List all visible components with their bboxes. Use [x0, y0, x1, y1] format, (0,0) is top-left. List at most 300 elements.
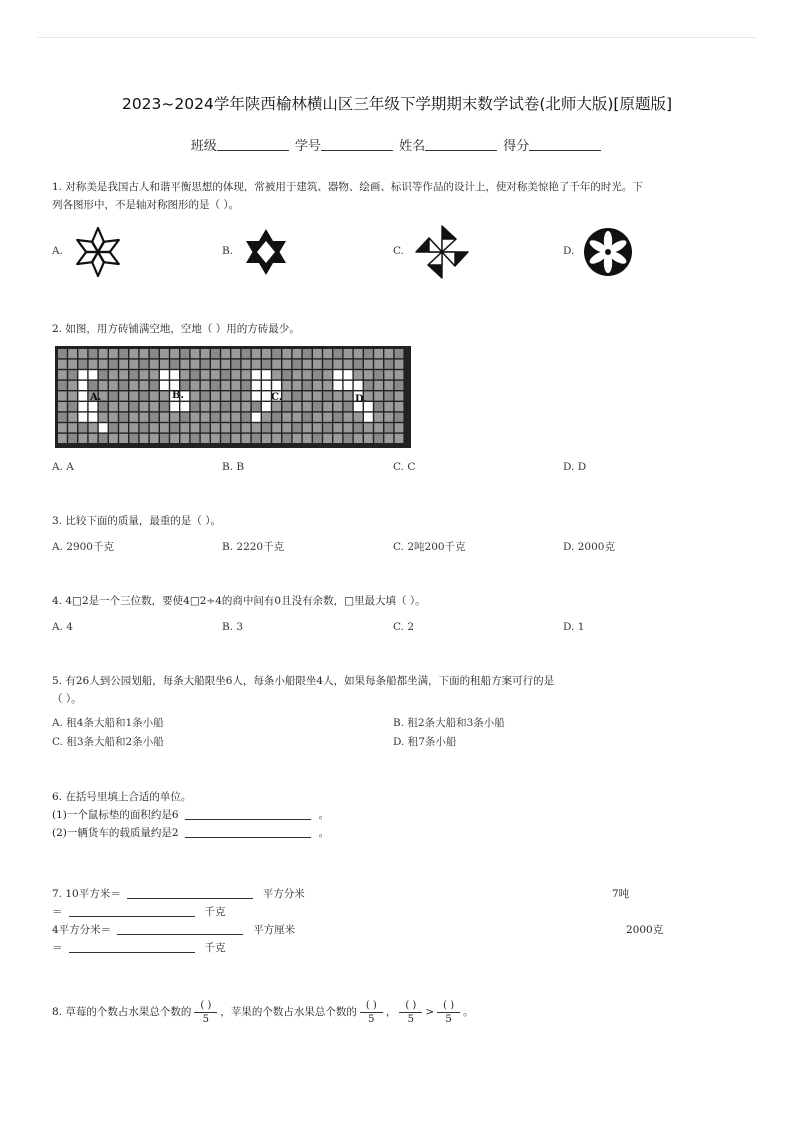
floor-tile	[109, 391, 118, 400]
q5-option-b[interactable]: B. 租2条大船和3条小船	[393, 717, 505, 729]
floor-tile	[293, 413, 302, 422]
floor-tile	[221, 349, 230, 358]
floor-tile	[252, 349, 261, 358]
floor-tile	[58, 360, 67, 369]
floor-tile	[160, 423, 169, 432]
star-of-david-icon	[240, 226, 292, 278]
blank-tile	[78, 381, 87, 390]
blank-tile	[252, 413, 261, 422]
floor-tile	[313, 370, 322, 379]
floor-tile	[323, 360, 332, 369]
blank-tile	[89, 413, 98, 422]
floor-tile	[78, 423, 87, 432]
floor-tile	[140, 391, 149, 400]
question-6-part-1	[52, 806, 329, 824]
floor-tile	[303, 434, 312, 443]
floor-tile	[354, 434, 363, 443]
floor-tile	[140, 370, 149, 379]
floor-tile	[374, 391, 383, 400]
floor-tile	[119, 413, 128, 422]
floor-tile	[272, 360, 281, 369]
floor-tile	[303, 381, 312, 390]
floor-tile	[344, 391, 353, 400]
floor-tile	[211, 381, 220, 390]
floor-tile	[272, 402, 281, 411]
floor-tile	[313, 381, 322, 390]
q8-comma: ，	[385, 1006, 397, 1018]
floor-tile	[293, 391, 302, 400]
floor-tile	[395, 370, 404, 379]
q7-part-c-text: 4平方分米＝	[52, 924, 112, 936]
q5-option-c[interactable]: C. 租3条大船和2条小船	[52, 736, 164, 748]
floor-tile	[354, 413, 363, 422]
floor-tile	[211, 349, 220, 358]
floor-tile	[119, 423, 128, 432]
floor-tile	[242, 370, 251, 379]
floor-tile	[293, 381, 302, 390]
tile-grid-figure	[55, 346, 411, 448]
q8-fraction-1[interactable]: $\frac{( )}{5}$	[194, 999, 217, 1026]
q3-option-a[interactable]: A. 2900千克	[52, 541, 114, 553]
floor-tile	[313, 349, 322, 358]
floor-tile	[180, 381, 189, 390]
floor-tile	[201, 434, 210, 443]
floor-tile	[68, 381, 77, 390]
floor-tile	[323, 391, 332, 400]
question-7-part-a	[52, 885, 305, 903]
floor-tile	[242, 349, 251, 358]
floor-tile	[293, 370, 302, 379]
floor-tile	[150, 349, 159, 358]
floor-tile	[374, 423, 383, 432]
number-field[interactable]	[321, 138, 393, 151]
floor-tile	[140, 381, 149, 390]
floor-tile	[231, 423, 240, 432]
floor-tile	[191, 402, 200, 411]
floor-tile	[354, 423, 363, 432]
name-label: 姓名	[399, 139, 426, 154]
floor-tile	[170, 423, 179, 432]
floor-tile	[313, 391, 322, 400]
floor-tile	[58, 349, 67, 358]
floor-tile	[119, 370, 128, 379]
floor-tile	[242, 423, 251, 432]
q2-option-d[interactable]: D. D	[563, 461, 587, 473]
blank-tile	[78, 402, 87, 411]
q2-option-b[interactable]: B. B	[222, 461, 245, 473]
name-field[interactable]	[425, 138, 497, 151]
question-5-line-2: （ ）。	[52, 693, 82, 705]
floor-tile	[395, 423, 404, 432]
floor-tile	[344, 360, 353, 369]
floor-tile	[384, 381, 393, 390]
floor-tile	[262, 349, 271, 358]
floor-tile	[211, 360, 220, 369]
question-1-line-1: 1. 对称美是我国古人和谐平衡思想的体现，常被用于建筑、器物、绘画、标识等作品的设计上，使对称美惊艳了千年的时光。下	[52, 181, 643, 193]
floor-tile	[99, 370, 108, 379]
q7-part-a-blank[interactable]	[127, 887, 253, 899]
floor-tile	[323, 402, 332, 411]
floor-tile	[58, 370, 67, 379]
blank-tile	[354, 381, 363, 390]
floor-tile	[303, 349, 312, 358]
floor-tile	[395, 434, 404, 443]
floor-tile	[384, 402, 393, 411]
blank-tile	[170, 402, 179, 411]
floor-tile	[252, 434, 261, 443]
floor-tile	[68, 434, 77, 443]
floor-tile	[68, 413, 77, 422]
floor-tile	[262, 413, 271, 422]
floor-tile	[364, 349, 373, 358]
question-1	[52, 178, 643, 214]
snowflake-icon	[72, 226, 124, 278]
header-divider	[38, 37, 756, 38]
floor-tile	[231, 434, 240, 443]
q1-option-d-label[interactable]: D.	[563, 245, 575, 257]
blank-tile	[252, 391, 261, 400]
page-title: 2023~2024学年陕西榆林横山区三年级下学期期末数学试卷(北师大版)[原题版]	[121, 95, 673, 113]
floor-tile	[293, 423, 302, 432]
blank-tile	[364, 413, 373, 422]
grid-label-c: C.	[271, 392, 283, 403]
q3-option-c[interactable]: C. 2吨200千克	[393, 541, 466, 553]
blank-tile	[170, 381, 179, 390]
q6-part-2-text: (2)一辆货车的载质量约是2	[52, 827, 179, 839]
floor-tile	[78, 349, 87, 358]
q4-option-d[interactable]: D. 1	[563, 621, 585, 633]
floor-tile	[231, 370, 240, 379]
floor-tile	[221, 434, 230, 443]
floor-tile	[129, 370, 138, 379]
floor-tile	[201, 413, 210, 422]
q4-option-a[interactable]: A. 4	[52, 621, 73, 633]
q7-part-b-unit: 千克	[204, 906, 226, 918]
grid-label-b: B.	[172, 390, 184, 401]
floor-tile	[129, 349, 138, 358]
floor-tile	[323, 349, 332, 358]
q8-end: 。	[463, 1006, 474, 1018]
floor-tile	[374, 381, 383, 390]
floor-tile	[221, 381, 230, 390]
floor-tile	[150, 370, 159, 379]
floor-tile	[68, 370, 77, 379]
floor-tile	[68, 402, 77, 411]
floor-tile	[395, 413, 404, 422]
q3-option-d[interactable]: D. 2000克	[563, 541, 615, 553]
floor-tile	[313, 413, 322, 422]
floor-tile	[354, 370, 363, 379]
number-label: 学号	[294, 139, 321, 154]
floor-tile	[160, 360, 169, 369]
floor-tile	[201, 360, 210, 369]
q8-text-1: 8. 草莓的个数占水果总个数的	[52, 1006, 192, 1018]
floor-tile	[109, 370, 118, 379]
floor-tile	[262, 360, 271, 369]
floor-tile	[282, 413, 291, 422]
floor-tile	[191, 349, 200, 358]
question-7-part-c	[52, 921, 295, 939]
floor-tile	[231, 360, 240, 369]
floor-tile	[78, 434, 87, 443]
floor-tile	[221, 370, 230, 379]
floor-tile	[333, 423, 342, 432]
floor-tile	[191, 381, 200, 390]
floor-tile	[323, 370, 332, 379]
q5-option-a[interactable]: A. 租4条大船和1条小船	[52, 717, 164, 729]
floor-tile	[150, 402, 159, 411]
question-7-part-b	[52, 903, 226, 921]
floor-tile	[160, 402, 169, 411]
score-field[interactable]	[529, 138, 601, 151]
floor-tile	[303, 402, 312, 411]
q7-part-b-blank[interactable]	[69, 905, 195, 917]
floor-tile	[231, 381, 240, 390]
floor-tile	[231, 391, 240, 400]
floor-tile	[242, 402, 251, 411]
floor-tile	[160, 391, 169, 400]
blank-tile	[78, 413, 87, 422]
floor-tile	[180, 349, 189, 358]
flower-icon	[582, 226, 634, 278]
floor-tile	[58, 423, 67, 432]
floor-tile	[99, 360, 108, 369]
floor-tile	[262, 423, 271, 432]
floor-tile	[150, 413, 159, 422]
blank-tile	[252, 381, 261, 390]
floor-tile	[170, 413, 179, 422]
floor-tile	[272, 413, 281, 422]
q7-part-a-unit: 平方分米	[262, 888, 305, 900]
floor-tile	[221, 391, 230, 400]
floor-tile	[282, 434, 291, 443]
floor-tile	[333, 434, 342, 443]
grid-label-a: A.	[90, 392, 102, 403]
floor-tile	[384, 349, 393, 358]
floor-tile	[323, 434, 332, 443]
floor-tile	[374, 360, 383, 369]
floor-tile	[160, 413, 169, 422]
q7-part-d-text: ＝	[52, 942, 63, 954]
floor-tile	[374, 349, 383, 358]
q6-part-1-blank[interactable]	[185, 808, 311, 820]
grid-label-d: D.	[355, 394, 367, 405]
q4-option-c[interactable]: C. 2	[393, 621, 415, 633]
floor-tile	[211, 402, 220, 411]
floor-tile	[344, 434, 353, 443]
floor-tile	[242, 413, 251, 422]
floor-tile	[160, 434, 169, 443]
floor-tile	[231, 349, 240, 358]
floor-tile	[68, 423, 77, 432]
floor-tile	[119, 391, 128, 400]
floor-tile	[150, 381, 159, 390]
floor-tile	[201, 370, 210, 379]
floor-tile	[293, 434, 302, 443]
floor-tile	[242, 391, 251, 400]
floor-tile	[119, 349, 128, 358]
floor-tile	[282, 349, 291, 358]
blank-tile	[78, 370, 87, 379]
class-label: 班级	[190, 139, 217, 154]
floor-tile	[201, 402, 210, 411]
q2-option-a[interactable]: A. A	[52, 461, 74, 473]
floor-tile	[211, 423, 220, 432]
floor-tile	[201, 349, 210, 358]
floor-tile	[129, 391, 138, 400]
floor-tile	[99, 381, 108, 390]
floor-tile	[191, 360, 200, 369]
floor-tile	[333, 391, 342, 400]
floor-tile	[333, 349, 342, 358]
blank-tile	[160, 381, 169, 390]
q7-part-d-unit: 千克	[204, 942, 226, 954]
q5-option-d[interactable]: D. 租7条小船	[393, 736, 457, 748]
floor-tile	[68, 391, 77, 400]
floor-tile	[109, 413, 118, 422]
floor-tile	[344, 402, 353, 411]
q6-part-2-blank[interactable]	[185, 826, 311, 838]
floor-tile	[395, 402, 404, 411]
floor-tile	[140, 360, 149, 369]
blank-tile	[262, 381, 271, 390]
floor-tile	[140, 413, 149, 422]
floor-tile	[221, 413, 230, 422]
question-1-line-2: 列各图形中，不是轴对称图形的是（ ）。	[52, 199, 240, 211]
floor-tile	[282, 423, 291, 432]
blank-tile	[180, 402, 189, 411]
floor-tile	[68, 349, 77, 358]
floor-tile	[282, 370, 291, 379]
floor-tile	[364, 381, 373, 390]
floor-tile	[99, 349, 108, 358]
q7-part-b-value: 7吨	[612, 888, 630, 900]
floor-tile	[119, 434, 128, 443]
blank-tile	[252, 370, 261, 379]
q2-option-c[interactable]: C. C	[393, 461, 416, 473]
student-info-line	[0, 135, 794, 154]
floor-tile	[344, 413, 353, 422]
floor-tile	[191, 391, 200, 400]
floor-tile	[211, 413, 220, 422]
floor-tile	[89, 381, 98, 390]
floor-tile	[293, 402, 302, 411]
q6-part-2-end: 。	[318, 827, 330, 839]
blank-tile	[344, 370, 353, 379]
blank-tile	[170, 370, 179, 379]
floor-tile	[201, 381, 210, 390]
floor-tile	[78, 360, 87, 369]
floor-tile	[303, 413, 312, 422]
floor-tile	[395, 381, 404, 390]
q8-fraction-4[interactable]: $\frac{( )}{5}$	[437, 999, 460, 1026]
floor-tile	[282, 402, 291, 411]
floor-tile	[201, 423, 210, 432]
question-3: 3. 比较下面的质量，最重的是（ ）。	[52, 515, 221, 527]
floor-tile	[384, 391, 393, 400]
floor-tile	[374, 402, 383, 411]
floor-tile	[140, 349, 149, 358]
floor-tile	[140, 434, 149, 443]
question-6-line-1: 6. 在括号里填上合适的单位。	[52, 791, 192, 803]
floor-tile	[374, 370, 383, 379]
floor-tile	[109, 349, 118, 358]
floor-tile	[119, 381, 128, 390]
floor-tile	[252, 402, 261, 411]
floor-tile	[191, 423, 200, 432]
floor-tile	[89, 434, 98, 443]
floor-tile	[384, 434, 393, 443]
floor-tile	[201, 391, 210, 400]
floor-tile	[119, 402, 128, 411]
floor-tile	[191, 434, 200, 443]
q7-part-c-blank[interactable]	[117, 923, 243, 935]
floor-tile	[150, 423, 159, 432]
q8-fraction-2[interactable]: $\frac{( )}{5}$	[360, 999, 383, 1026]
floor-tile	[395, 349, 404, 358]
floor-tile	[252, 360, 261, 369]
floor-tile	[58, 391, 67, 400]
floor-tile	[119, 360, 128, 369]
q4-option-b[interactable]: B. 3	[222, 621, 244, 633]
floor-tile	[231, 413, 240, 422]
floor-tile	[364, 434, 373, 443]
floor-tile	[323, 423, 332, 432]
floor-tile	[262, 434, 271, 443]
blank-tile	[262, 391, 271, 400]
floor-tile	[242, 381, 251, 390]
floor-tile	[221, 360, 230, 369]
q7-part-d-blank[interactable]	[69, 941, 195, 953]
blank-tile	[160, 370, 169, 379]
floor-tile	[242, 360, 251, 369]
blank-tile	[333, 370, 342, 379]
floor-tile	[354, 349, 363, 358]
q8-text-2: ，苹果的个数占水果总个数的	[220, 1006, 357, 1018]
floor-tile	[129, 434, 138, 443]
floor-tile	[333, 360, 342, 369]
q3-option-b[interactable]: B. 2220千克	[222, 541, 285, 553]
floor-tile	[364, 360, 373, 369]
floor-tile	[344, 423, 353, 432]
blank-tile	[78, 391, 87, 400]
q1-option-c-label[interactable]: C.	[393, 245, 404, 257]
question-5-line-1: 5. 有26人到公园划船，每条大船限坐6人，每条小船限坐4人，如果每条船都坐满，下面的租船方案可行的是	[52, 675, 555, 687]
score-label: 得分	[503, 139, 530, 154]
floor-tile	[58, 413, 67, 422]
floor-tile	[282, 391, 291, 400]
blank-tile	[262, 370, 271, 379]
class-field[interactable]	[217, 138, 289, 151]
floor-tile	[282, 381, 291, 390]
q8-fraction-3[interactable]: $\frac{( )}{5}$	[399, 999, 422, 1026]
q1-option-b-label[interactable]: B.	[222, 245, 234, 257]
floor-tile	[191, 370, 200, 379]
floor-tile	[160, 349, 169, 358]
floor-tile	[99, 413, 108, 422]
floor-tile	[333, 402, 342, 411]
floor-tile	[395, 360, 404, 369]
q1-option-a-label[interactable]: A.	[52, 245, 63, 257]
blank-tile	[89, 370, 98, 379]
floor-tile	[180, 370, 189, 379]
floor-tile	[293, 360, 302, 369]
question-7-part-d	[52, 939, 226, 957]
floor-tile	[180, 413, 189, 422]
floor-tile	[109, 381, 118, 390]
floor-tile	[150, 434, 159, 443]
floor-tile	[150, 360, 159, 369]
